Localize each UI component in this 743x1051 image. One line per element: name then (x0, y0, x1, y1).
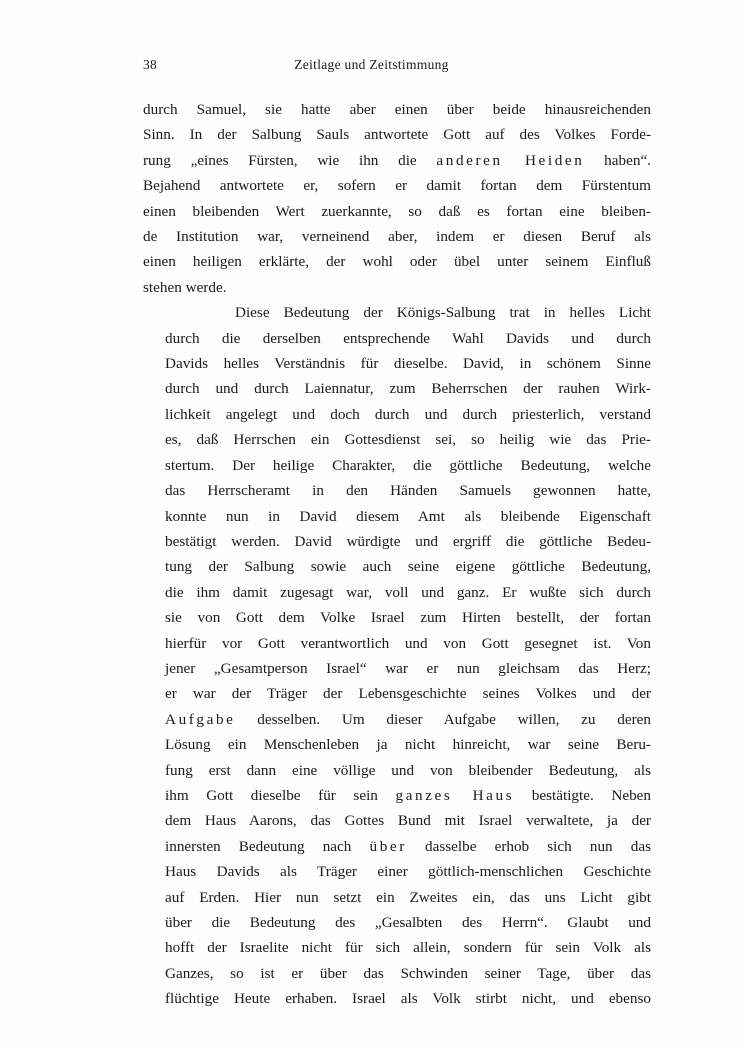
text-line: jener „Gesamtperson Israel“ war er nun gleichsam das Herz; (165, 659, 651, 677)
text-line: durch und durch Laiennatur, zum Beherrschen der rauhen Wirk- (165, 380, 651, 398)
text-line: lichkeit angelegt und doch durch und durch priesterlich, verstand (165, 405, 651, 423)
text-line: Aufgabe desselben. Um dieser Aufgabe willen, zu deren (165, 710, 651, 728)
text-line: tung der Salbung sowie auch seine eigene göttliche Bedeutung, (165, 558, 651, 576)
text-line: innersten Bedeutung nach über dasselbe erhob sich nun das (165, 837, 651, 855)
body-text (143, 97, 651, 1012)
text-line: rung „eines Fürsten, wie ihn die anderen Heiden haben“. (143, 151, 651, 169)
text-line: Sinn. In der Salbung Sauls antwortete Gott auf des Volkes Forde- (143, 126, 651, 144)
spaced-emphasis: ganzes Haus (395, 786, 515, 804)
text-line: es, daß Herrschen ein Gottesdienst sei, so heilig wie das Prie- (165, 431, 651, 449)
spaced-emphasis: über (369, 837, 407, 855)
spaced-emphasis: Aufgabe (165, 710, 236, 728)
text-line: stehen werde. (143, 278, 227, 296)
text-line: sie von Gott dem Volke Israel zum Hirten bestellt, der fortan (165, 609, 651, 627)
text-line: Bejahend antwortete er, sofern er damit fortan dem Fürstentum (143, 177, 651, 195)
text-line: konnte nun in David diesem Amt als bleibende Eigenschaft (165, 507, 651, 525)
paragraph-1 (143, 97, 651, 300)
text-line: fung erst dann eine völlige und von bleibender Bedeutung, als (165, 761, 651, 779)
page-number: 38 (143, 57, 157, 72)
text-line: die ihm damit zugesagt war, voll und ganz. Er wußte sich durch (165, 583, 651, 601)
text-line: durch die derselben entsprechende Wahl Davids und durch (165, 329, 651, 347)
text-line: auf Erden. Hier nun setzt ein Zweites ein, das uns Licht gibt (165, 888, 651, 906)
text-line: Lösung ein Menschenleben ja nicht hinreicht, war seine Beru- (165, 736, 651, 754)
text-line: durch Samuel, sie hatte aber einen über beide hinausreichenden (143, 101, 651, 118)
text-line: dem Haus Aarons, das Gottes Bund mit Israel verwaltete, ja der (165, 812, 651, 830)
text-line: einen bleibenden Wert zuerkannte, so daß es fortan eine bleiben- (143, 202, 651, 220)
text-line: flüchtige Heute erhaben. Israel als Volk stirbt nicht, und ebenso (165, 990, 651, 1008)
text-line: Ganzes, so ist er über das Schwinden seiner Tage, über das (165, 964, 651, 982)
text-line: hierfür vor Gott verantwortlich und von Gott gesegnet ist. Von (165, 634, 651, 652)
text-line: einen heiligen erklärte, der wohl oder übel unter seinem Einfluß (143, 253, 651, 271)
paragraph-2 (143, 300, 651, 1011)
spaced-emphasis: anderen Heiden (436, 151, 585, 169)
text-line: Diese Bedeutung der Königs-Salbung trat in helles Licht (165, 304, 651, 322)
text-line: bestätigt werden. David würdigte und ergriff die göttliche Bedeu- (165, 532, 651, 550)
text-line: ihm Gott dieselbe für sein ganzes Haus bestätigte. Neben (165, 786, 652, 804)
text-line: de Institution war, verneinend aber, indem er diesen Beruf als (143, 228, 651, 246)
running-title: Zeitlage und Zeitstimmung (294, 57, 449, 72)
text-line: Davids helles Verständnis für dieselbe. David, in schönem Sinne (165, 355, 651, 373)
page-header (143, 57, 600, 77)
text-line: Haus Davids als Träger einer göttlich-menschlichen Geschichte (165, 863, 651, 881)
text-line: er war der Träger der Lebensgeschichte seines Volkes und der (165, 685, 651, 703)
text-line: hofft der Israelite nicht für sich allein, sondern für sein Volk als (165, 939, 651, 957)
text-line: über die Bedeutung des „Gesalbten des Herrn“. Glaubt und (165, 914, 651, 931)
text-line: das Herrscheramt in den Händen Samuels gewonnen hatte, (165, 482, 651, 500)
text-line: stertum. Der heilige Charakter, die göttliche Bedeutung, welche (165, 456, 651, 474)
